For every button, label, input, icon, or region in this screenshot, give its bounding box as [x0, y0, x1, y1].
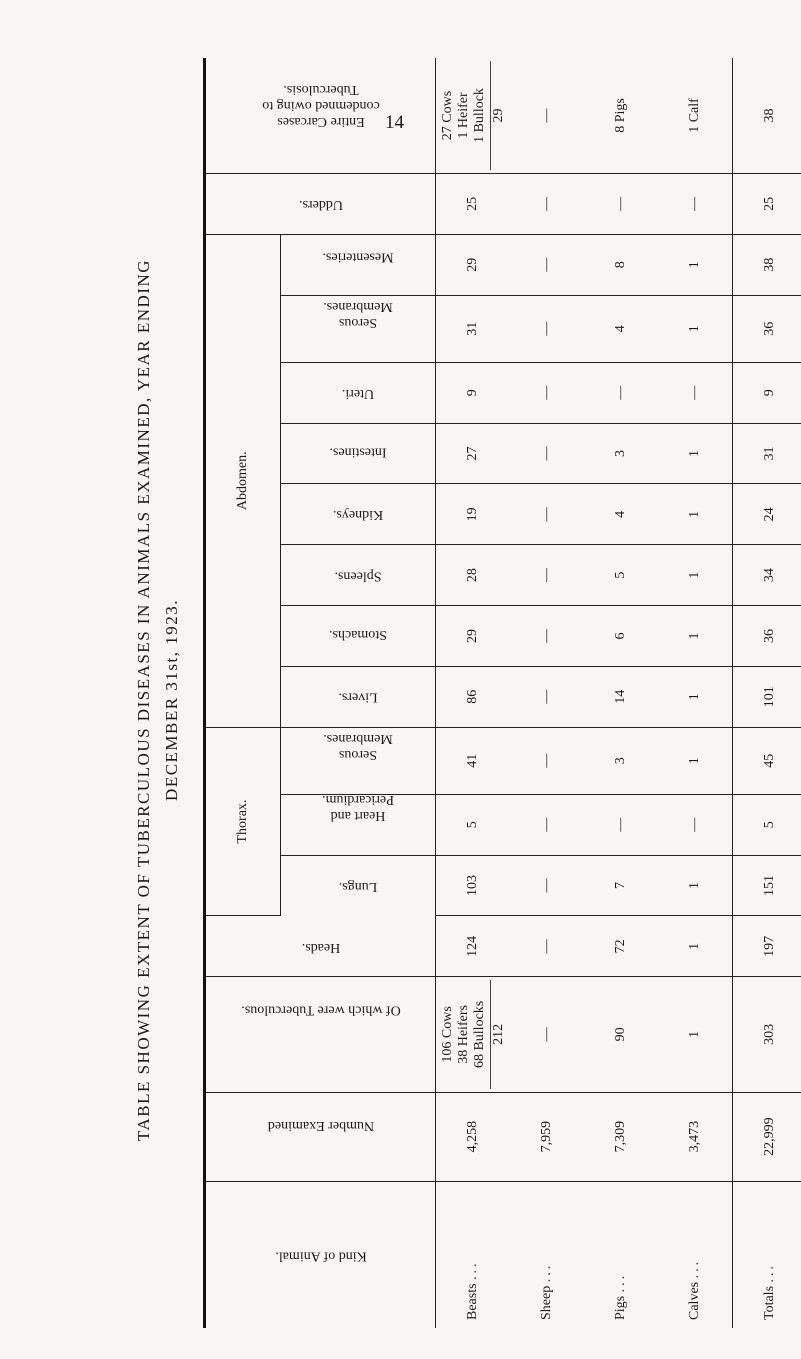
- serous-abdomen-cell: 4: [584, 295, 658, 362]
- tubercular-bullocks: 68 Bullocks: [471, 1000, 487, 1069]
- number-cell: 7,959: [510, 1092, 584, 1181]
- col-header-intestines: [281, 423, 436, 484]
- number-total: 22,999: [733, 1092, 801, 1181]
- spleens-cell: —: [510, 545, 584, 606]
- serous-thorax-cell: 1: [658, 727, 733, 794]
- col-header-tubercular-text: Of which were Tuberculous.: [240, 1001, 401, 1017]
- kidneys-cell: 4: [584, 484, 658, 545]
- col-header-entire-text: Entire Carcases condemned owing to Tuberculosis.: [261, 81, 380, 129]
- col-header-kind: [206, 1181, 436, 1328]
- serous-thorax-cell: 41: [436, 727, 511, 794]
- livers-cell: —: [510, 666, 584, 727]
- col-header-spleens-text: Spleens.: [334, 568, 382, 584]
- col-header-kind-text: Kind of Animal.: [274, 1247, 367, 1263]
- tubercular-total: 303: [733, 977, 801, 1092]
- title-line-2: DECEMBER 31st, 1923.: [162, 599, 181, 801]
- tubercular-cows: 106 Cows: [439, 1006, 455, 1063]
- lungs-cell: 7: [584, 855, 658, 916]
- totals-row: [733, 58, 801, 1328]
- kidneys-cell: 19: [436, 484, 511, 545]
- tubercular-cell: [436, 977, 511, 1092]
- col-header-serous-abdomen: [281, 295, 436, 362]
- number-cell: 4,258: [436, 1092, 511, 1181]
- table-row: [658, 58, 733, 1328]
- col-header-heart: [281, 791, 436, 855]
- stomachs-cell: —: [510, 606, 584, 667]
- col-header-tubercular: [206, 977, 436, 1092]
- heart-cell: —: [658, 794, 733, 855]
- livers-total: 101: [733, 666, 801, 727]
- heart-cell: 5: [436, 794, 511, 855]
- page-number: 14: [385, 112, 404, 133]
- intestines-cell: —: [510, 423, 584, 484]
- mesenteries-cell: 29: [436, 234, 511, 295]
- kind-label: Beasts: [465, 1283, 480, 1320]
- group-header-thorax: Thorax.: [206, 727, 281, 916]
- entire-cows: 27 Cows: [439, 90, 455, 141]
- livers-cell: 14: [584, 666, 658, 727]
- mesenteries-cell: —: [510, 234, 584, 295]
- col-header-number-text: Number Examined: [267, 1117, 374, 1133]
- data-table: [206, 58, 801, 1328]
- col-header-udders: [206, 173, 436, 234]
- uteri-cell: —: [584, 362, 658, 423]
- entire-cell: 1 Calf: [658, 58, 733, 173]
- number-cell: 3,473: [658, 1092, 733, 1181]
- lungs-cell: —: [510, 855, 584, 916]
- col-header-livers: [281, 666, 436, 727]
- heart-cell: —: [510, 794, 584, 855]
- spleens-cell: 28: [436, 545, 511, 606]
- kind-cell: [510, 1181, 584, 1328]
- stomachs-cell: 29: [436, 606, 511, 667]
- heart-total: 5: [733, 794, 801, 855]
- mesenteries-cell: 8: [584, 234, 658, 295]
- tubercular-heifers: 38 Heifers: [455, 1005, 471, 1064]
- serous-thorax-cell: —: [510, 727, 584, 794]
- stomachs-cell: 6: [584, 606, 658, 667]
- col-header-serous-thorax-text: Serous Membranes.: [323, 730, 393, 762]
- col-header-heart-text: Heart and Pericardium.: [322, 791, 394, 823]
- uteri-cell: —: [510, 362, 584, 423]
- col-header-mesenteries: [281, 234, 436, 295]
- col-header-uteri: [281, 362, 436, 423]
- spleens-cell: 1: [658, 545, 733, 606]
- kind-label: Calves: [687, 1281, 702, 1320]
- col-header-number: [206, 1092, 436, 1181]
- entire-cell: 8 Pigs: [584, 58, 658, 173]
- udders-cell: 25: [436, 173, 511, 234]
- col-header-livers-text: Livers.: [338, 689, 378, 705]
- uteri-cell: 9: [436, 362, 511, 423]
- kidneys-cell: —: [510, 484, 584, 545]
- col-header-spleens: [281, 545, 436, 606]
- col-header-uteri-text: Uteri.: [341, 385, 375, 401]
- entire-cell: —: [510, 58, 584, 173]
- tubercular-cell: 1: [658, 977, 733, 1092]
- col-header-stomachs-text: Stomachs.: [329, 626, 387, 642]
- col-header-entire: [206, 58, 436, 173]
- heads-total: 197: [733, 916, 801, 977]
- uteri-cell: —: [658, 362, 733, 423]
- table-title: [130, 55, 190, 1345]
- table-row: [436, 58, 511, 1328]
- tuberculosis-table: [203, 58, 801, 1328]
- kind-cell: [436, 1181, 511, 1328]
- leader-dots: ...: [613, 1272, 628, 1293]
- col-header-serous-abdomen-text: Serous Membranes.: [323, 298, 393, 330]
- col-header-lungs-text: Lungs.: [338, 878, 378, 894]
- udders-cell: —: [510, 173, 584, 234]
- entire-total: 38: [733, 58, 801, 173]
- col-header-lungs: [281, 855, 436, 916]
- intestines-total: 31: [733, 423, 801, 484]
- col-header-serous-thorax: [281, 727, 436, 794]
- serous-thorax-cell: 3: [584, 727, 658, 794]
- tubercular-cell: —: [510, 977, 584, 1092]
- col-header-udders-text: Udders.: [298, 196, 343, 212]
- serous-abdomen-cell: —: [510, 295, 584, 362]
- mesenteries-total: 38: [733, 234, 801, 295]
- uteri-total: 9: [733, 362, 801, 423]
- leader-dots: ...: [539, 1262, 554, 1283]
- col-header-stomachs: [281, 606, 436, 667]
- heads-cell: —: [510, 916, 584, 977]
- heads-cell: 72: [584, 916, 658, 977]
- col-header-mesenteries-text: Mesenteries.: [322, 249, 394, 265]
- leader-dots: ...: [762, 1262, 777, 1283]
- kidneys-total: 24: [733, 484, 801, 545]
- totals-label: Totals: [762, 1285, 777, 1320]
- mesenteries-cell: 1: [658, 234, 733, 295]
- udders-cell: —: [658, 173, 733, 234]
- entire-bullock: 1 Bullock: [471, 88, 487, 143]
- group-header-abdomen: Abdomen.: [206, 234, 281, 727]
- stomachs-cell: 1: [658, 606, 733, 667]
- col-header-kidneys: [281, 484, 436, 545]
- number-cell: 7,309: [584, 1092, 658, 1181]
- title-line-1: TABLE SHOWING EXTENT OF TUBERCULOUS DISEASES IN ANIMALS EXAMINED, YEAR ENDING: [134, 258, 153, 1142]
- udders-cell: —: [584, 173, 658, 234]
- livers-cell: 86: [436, 666, 511, 727]
- serous-thorax-total: 45: [733, 727, 801, 794]
- lungs-cell: 103: [436, 855, 511, 916]
- tubercular-subtotal: 212: [490, 980, 507, 1088]
- leader-dots: ...: [687, 1258, 702, 1279]
- serous-abdomen-total: 36: [733, 295, 801, 362]
- heads-cell: 1: [658, 916, 733, 977]
- entire-cell: [436, 58, 511, 173]
- kind-label: Pigs: [613, 1295, 628, 1320]
- lungs-total: 151: [733, 855, 801, 916]
- heads-cell: 124: [436, 916, 511, 977]
- heart-cell: —: [584, 794, 658, 855]
- serous-abdomen-cell: 31: [436, 295, 511, 362]
- col-header-kidneys-text: Kidneys.: [332, 507, 384, 523]
- tubercular-cell: 90: [584, 977, 658, 1092]
- entire-heifer: 1 Heifer: [455, 92, 471, 139]
- intestines-cell: 1: [658, 423, 733, 484]
- entire-subtotal: 29: [490, 61, 507, 170]
- col-header-intestines-text: Intestines.: [329, 444, 387, 460]
- col-header-heads: [206, 916, 436, 977]
- kind-cell: [658, 1181, 733, 1328]
- livers-cell: 1: [658, 666, 733, 727]
- intestines-cell: 27: [436, 423, 511, 484]
- leader-dots: ...: [465, 1260, 480, 1280]
- kind-cell: [733, 1181, 801, 1328]
- table-row: [584, 58, 658, 1328]
- serous-abdomen-cell: 1: [658, 295, 733, 362]
- kind-label: Sheep: [539, 1285, 554, 1320]
- kidneys-cell: 1: [658, 484, 733, 545]
- stomachs-total: 36: [733, 606, 801, 667]
- spleens-total: 34: [733, 545, 801, 606]
- col-header-heads-text: Heads.: [301, 939, 340, 955]
- intestines-cell: 3: [584, 423, 658, 484]
- kind-cell: [584, 1181, 658, 1328]
- udders-total: 25: [733, 173, 801, 234]
- lungs-cell: 1: [658, 855, 733, 916]
- spleens-cell: 5: [584, 545, 658, 606]
- table-row: [510, 58, 584, 1328]
